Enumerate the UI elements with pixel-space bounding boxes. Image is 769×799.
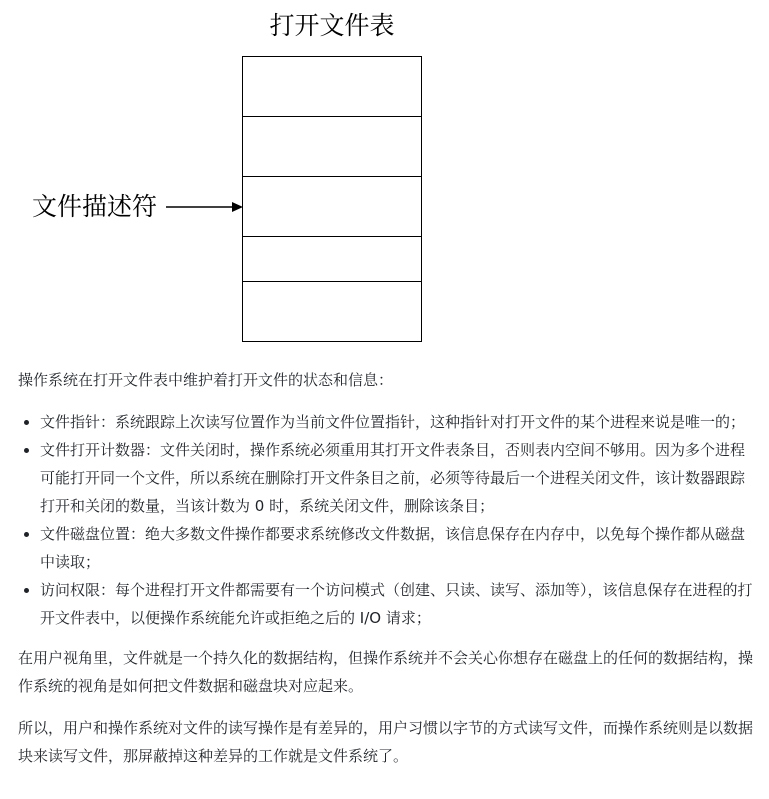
open-file-table <box>242 56 422 341</box>
intro-paragraph: 操作系统在打开文件表中维护着打开文件的状态和信息： <box>18 371 394 389</box>
diagram-title: 打开文件表 <box>269 11 395 40</box>
arrow-right-icon <box>166 199 244 215</box>
paragraph-user-view: 在用户视角里，文件就是一个持久化的数据结构，但操作系统并不会关心你想存在磁盘上的任何的数据结构，操作系统的视角是如何把文件数据和磁盘块对应起来。 <box>18 649 754 695</box>
article-body <box>18 366 758 770</box>
table-row <box>242 116 422 177</box>
list-item: • 文件磁盘位置：绝大多数文件操作都要求系统修改文件数据，该信息保存在内存中，以免每个操作都从磁盘中读取； <box>40 520 758 576</box>
paragraph-conclusion: 所以，用户和操作系统对文件的读写操作是有差异的，用户习惯以字节的方式读写文件，而操作系统则是以数据块来读写文件，那屏蔽掉这种差异的工作就是文件系统了。 <box>18 719 754 765</box>
list-item: • 文件打开计数器：文件关闭时，操作系统必须重用其打开文件表条目，否则表内空间不够用。因为多个进程可能打开同一个文件，所以系统在删除打开文件条目之前，必须等待最后一个进程关闭文件，该计数器跟踪打开和关闭的数量，当该计数为 0 时，系统关闭文件，删除该条目； <box>40 436 758 520</box>
bullet-list <box>18 408 758 632</box>
file-descriptor-label: 文件描述符 <box>32 192 158 221</box>
list-item: • 文件指针：系统跟踪上次读写位置作为当前文件位置指针，这种指针对打开文件的某个进程来说是唯一的； <box>40 408 758 436</box>
list-item: • 访问权限：每个进程打开文件都需要有一个访问模式（创建、只读、读写、添加等），该信息保存在进程的打开文件表中，以便操作系统能允许或拒绝之后的 I/O 请求； <box>40 576 758 632</box>
table-row <box>242 236 422 282</box>
table-row <box>242 176 422 237</box>
table-row <box>242 56 422 117</box>
open-file-table-diagram <box>0 0 769 350</box>
table-row <box>242 281 422 342</box>
